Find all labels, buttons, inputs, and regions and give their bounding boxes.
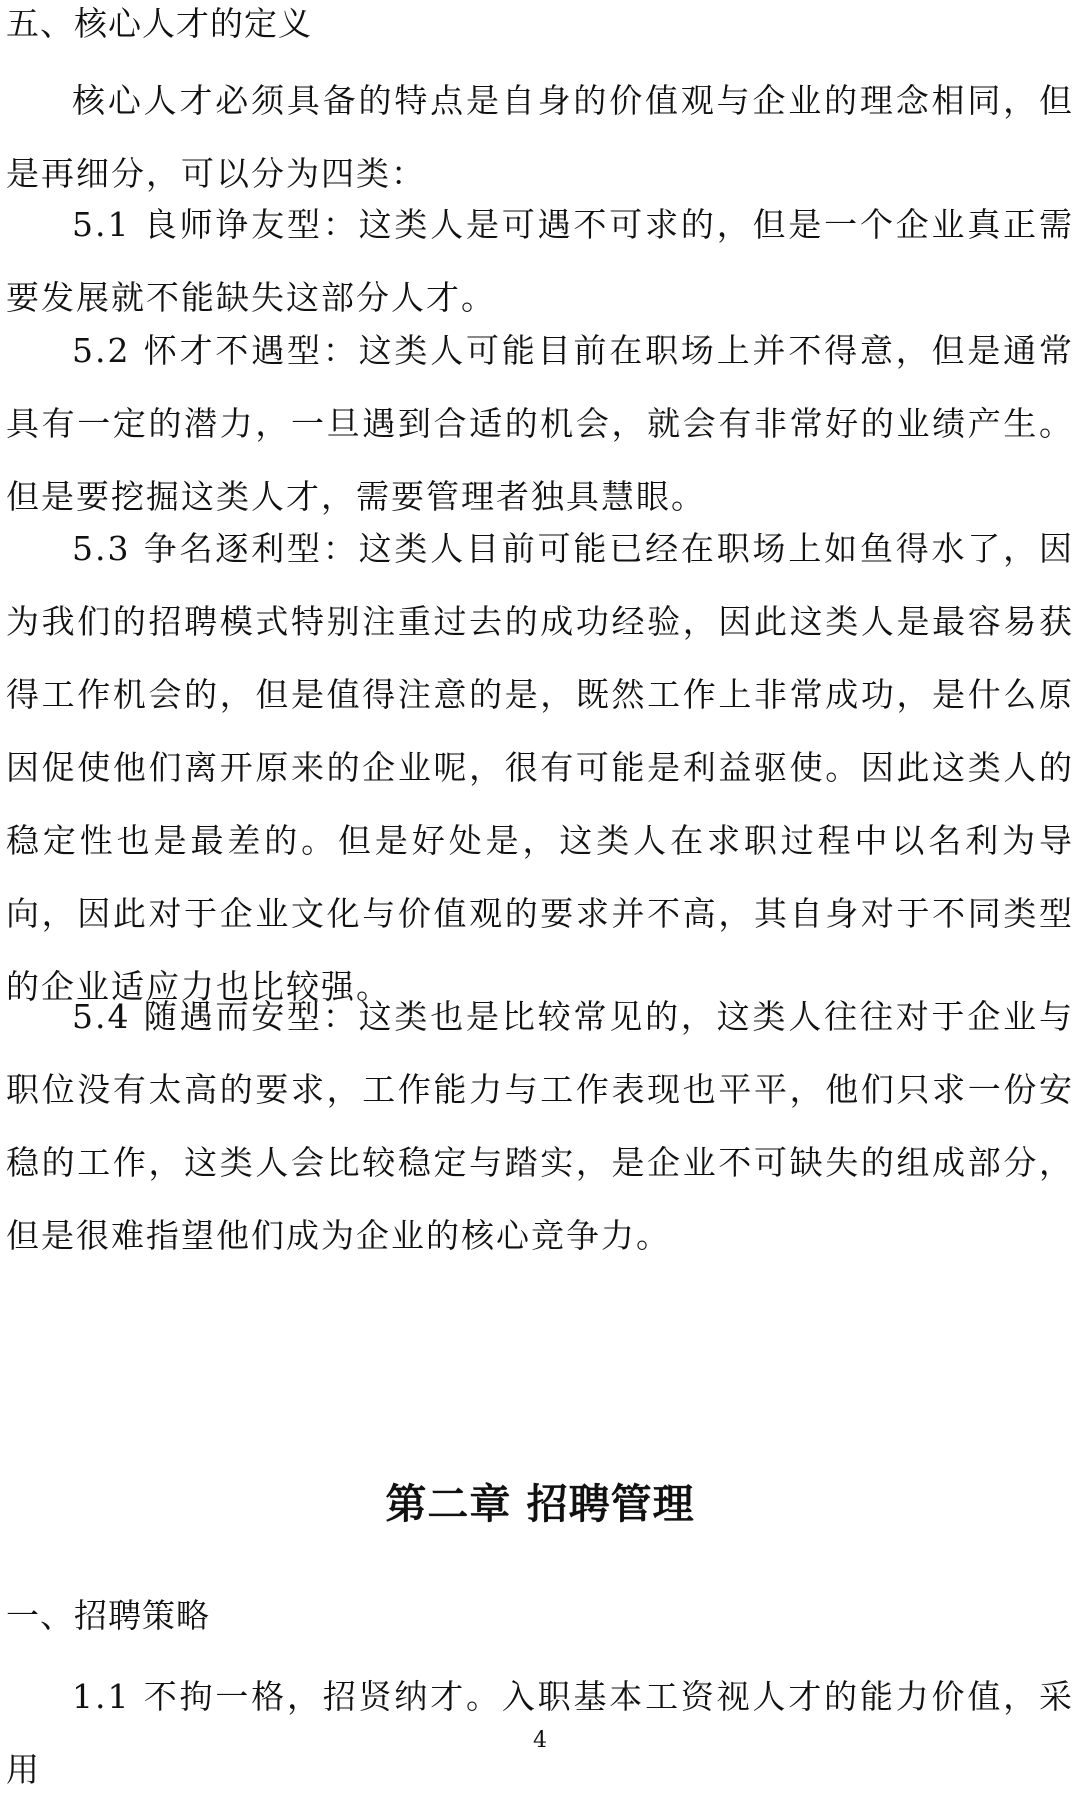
- paragraph-item-5-3: 5.3 争名逐利型：这类人目前可能已经在职场上如鱼得水了，因为我们的招聘模式特别注重过去的成功经验，因此这类人是最容易获得工作机会的，但是值得注意的是，既然工作上非常成功，是什么原因促使他们离开原来的企业呢，很有可能是利益驱使。因此这类人的稳定性也是最差的。但是好处是，这类人在求职过程中以名利为导向，因此对于企业文化与价值观的要求并不高，其自身对于不同类型的企业适应力也比较强。: [6, 529, 1074, 1006]
- paragraph-item-1-1: 1.1 不拘一格，招贤纳才。入职基本工资视人才的能力价值，采用: [6, 1677, 1074, 1789]
- section-heading: 五、核心人才的定义: [6, 4, 312, 43]
- section-heading-recruitment-strategy: 一、招聘策略: [6, 1596, 210, 1635]
- paragraph-item-5-2: 5.2 怀才不遇型：这类人可能目前在职场上并不得意，但是通常具有一定的潜力，一旦遇到合适的机会，就会有非常好的业绩产生。但是要挖掘这类人才，需要管理者独具慧眼。: [6, 331, 1074, 516]
- paragraph-intro: 核心人才必须具备的特点是自身的价值观与企业的理念相同，但是再细分，可以分为四类：: [6, 81, 1074, 193]
- paragraph-item-5-4: 5.4 随遇而安型：这类也是比较常见的，这类人往往对于企业与职位没有太高的要求，工作能力与工作表现也平平，他们只求一份安稳的工作，这类人会比较稳定与踏实，是企业不可缺失的组成部分，但是很难指望他们成为企业的核心竞争力。: [6, 997, 1074, 1255]
- page-number: 4: [533, 1728, 547, 1753]
- chapter-title: 第二章 招聘管理: [385, 1480, 695, 1528]
- paragraph-item-5-1: 5.1 良师诤友型：这类人是可遇不可求的，但是一个企业真正需要发展就不能缺失这部分人才。: [6, 205, 1074, 317]
